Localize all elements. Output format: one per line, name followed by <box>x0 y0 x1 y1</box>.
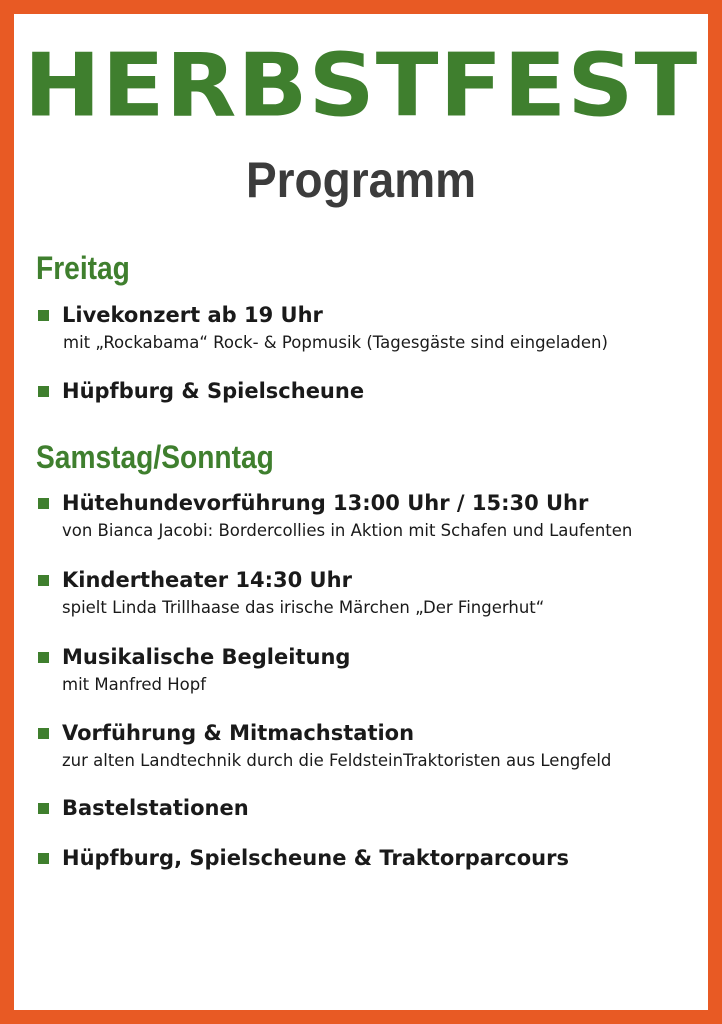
poster-subtitle: Programm <box>245 152 477 208</box>
section-heading-freitag: Freitag <box>36 250 130 286</box>
program-item-title: Livekonzert ab 19 Uhr <box>62 303 323 327</box>
program-item-title: Vorführung & Mitmachstation <box>62 721 415 745</box>
program-item-title: Hüpfburg, Spielscheune & Traktorparcours <box>62 846 569 870</box>
program-item-detail: mit „Rockabama“ Rock- & Popmusik (Tagesgäste sind eingeladen) <box>63 333 608 352</box>
program-item-detail: von Bianca Jacobi: Bordercollies in Aktion mit Schafen und Laufenten <box>62 521 633 540</box>
poster-title: HERBSTFEST <box>23 34 699 137</box>
program-item-detail: mit Manfred Hopf <box>62 675 207 694</box>
square-bullet-icon <box>38 575 49 586</box>
section-heading-samstag-sonntag: Samstag/Sonntag <box>36 439 274 475</box>
program-item-detail: spielt Linda Trillhaase das irische Märchen „Der Fingerhut“ <box>62 598 545 617</box>
square-bullet-icon <box>38 310 49 321</box>
square-bullet-icon <box>38 386 49 397</box>
square-bullet-icon <box>38 498 49 509</box>
poster <box>14 14 708 1010</box>
program-item-title: Musikalische Begleitung <box>62 645 351 669</box>
program-item-title: Hüpfburg & Spielscheune <box>62 379 365 403</box>
square-bullet-icon <box>38 652 49 663</box>
square-bullet-icon <box>38 728 49 739</box>
square-bullet-icon <box>38 803 49 814</box>
program-item-title: Kindertheater 14:30 Uhr <box>62 568 352 592</box>
program-item-detail: zur alten Landtechnik durch die FeldsteinTraktoristen aus Lengfeld <box>62 751 612 770</box>
square-bullet-icon <box>38 853 49 864</box>
program-item-title: Bastelstationen <box>62 796 249 820</box>
program-item-title: Hütehundevorführung 13:00 Uhr / 15:30 Uhr <box>62 491 589 515</box>
